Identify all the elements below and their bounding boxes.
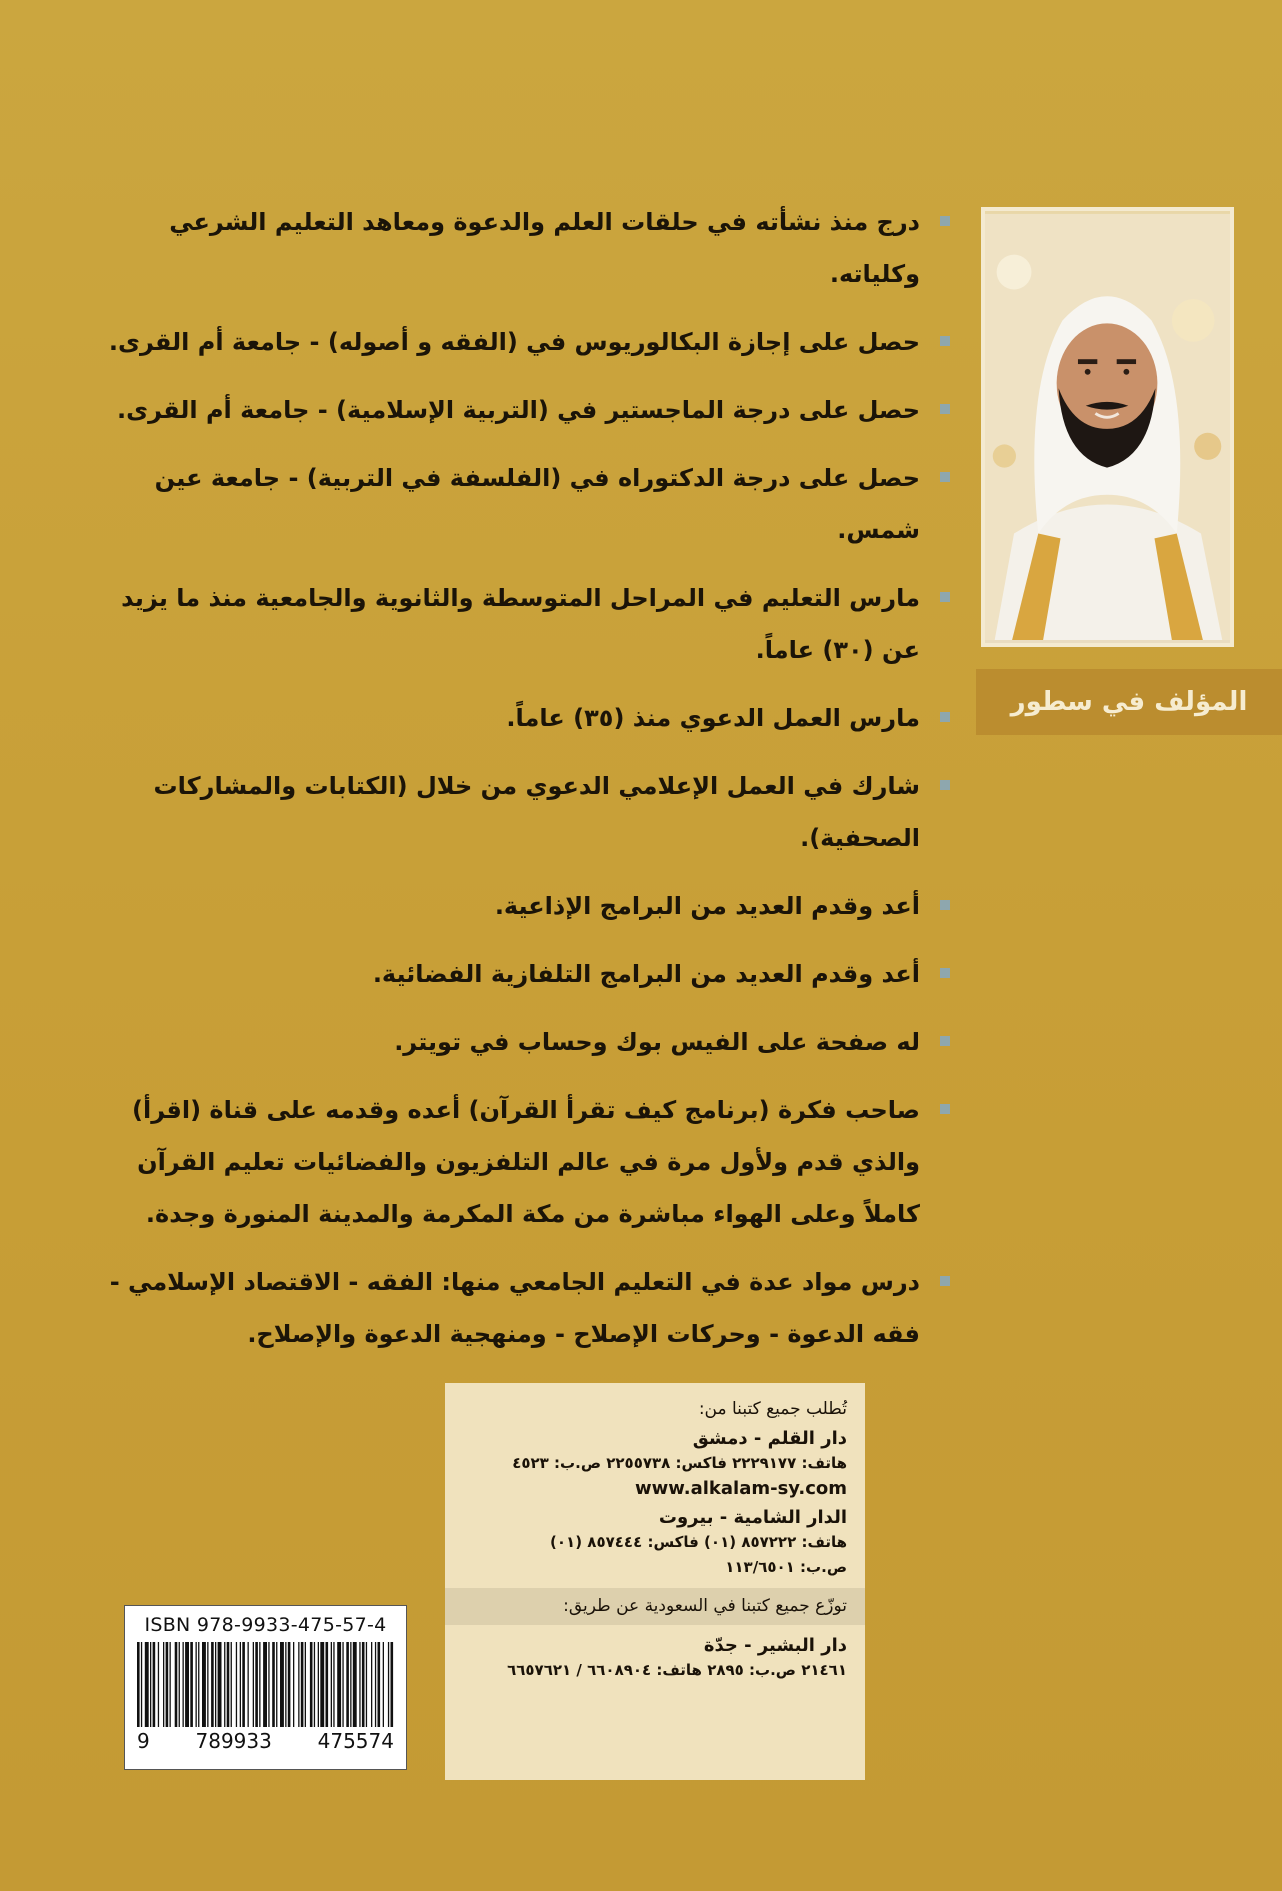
bio-item (88, 880, 950, 932)
barcode-bar (298, 1642, 299, 1727)
barcode-digit-lead: 9 (137, 1729, 150, 1753)
bullet-square-icon (940, 968, 950, 978)
bio-item-text: صاحب فكرة (برنامج كيف تقرأ القرآن) أعده وقدمه على قناة (اقرأ) والذي قدم ولأول مرة في عالم التلفزيون والفضائيات تعليم القرآن كاملاً وعلى الهواء مباشرة من مكة المكرمة والمدينة المنورة وجدة. (132, 1096, 920, 1228)
barcode-bar (202, 1642, 206, 1727)
bullet-square-icon (940, 472, 950, 482)
bio-item (88, 1016, 950, 1068)
barcode-bar (337, 1642, 341, 1727)
bio-item-text: درج منذ نشأته في حلقات العلم والدعوة ومعاهد التعليم الشرعي وكلياته. (169, 208, 920, 288)
barcode-bar (170, 1642, 171, 1727)
barcode-bar (198, 1642, 199, 1727)
barcode-bar (236, 1642, 237, 1727)
bio-item-text: أعد وقدم العديد من البرامج التلفازية الفضائية. (372, 960, 920, 988)
barcode-bar (276, 1642, 277, 1727)
publisher-pobox-beirut: ص.ب: ١١٣/٦٥٠١ (725, 1558, 847, 1576)
bio-item-text: حصل على إجازة البكالوريوس في (الفقه و أصوله) - جامعة أم القرى. (108, 328, 920, 356)
bio-item (88, 760, 950, 864)
publisher-phone-beirut: هاتف: ٨٥٧٢٢٢ (٠١) فاكس: ٨٥٧٤٤٤ (٠١) (550, 1533, 847, 1551)
publisher-name-jeddah: دار البشير - جدّة (703, 1635, 847, 1656)
barcode-bar (183, 1642, 184, 1727)
author-bio-list (88, 196, 950, 1376)
barcode-bar (331, 1642, 332, 1727)
bullet-square-icon (940, 1276, 950, 1286)
bio-item (88, 1256, 950, 1360)
barcode-bar (378, 1642, 381, 1727)
bio-item (88, 316, 950, 368)
bullet-square-icon (940, 780, 950, 790)
barcode-bar (248, 1642, 249, 1727)
barcode-bar (293, 1642, 294, 1727)
barcode-bar (158, 1642, 159, 1727)
barcode-bar (359, 1642, 360, 1727)
bio-item-text: درس مواد عدة في التعليم الجامعي منها: الفقه - الاقتصاد الإسلامي - فقه الدعوة - وحركات الإصلاح - ومنهجية الدعوة والإصلاح. (109, 1268, 920, 1348)
barcode-bar (166, 1642, 169, 1727)
barcode-bar (268, 1642, 269, 1727)
bio-item (88, 384, 950, 436)
barcode-bar (240, 1642, 241, 1727)
bio-item-text: شارك في العمل الإعلامي الدعوي من خلال (الكتابات والمشاركات الصحفية). (153, 772, 920, 852)
barcode-bar (150, 1642, 151, 1727)
barcode-bar (285, 1642, 286, 1727)
bullet-square-icon (940, 336, 950, 346)
bio-item (88, 948, 950, 1000)
bullet-square-icon (940, 1104, 950, 1114)
bio-item-text: حصل على درجة الماجستير في (التربية الإسلامية) - جامعة أم القرى. (117, 396, 920, 424)
author-portrait-image (985, 211, 1230, 643)
barcode-digit-group-2: 475574 (317, 1729, 394, 1753)
bio-item-text: مارس العمل الدعوي منذ (٣٥) عاماً. (506, 704, 920, 732)
isbn-barcode (124, 1605, 407, 1770)
barcode-bar (366, 1642, 367, 1727)
bio-item-text: له صفحة على الفيس بوك وحساب في تويتر. (394, 1028, 920, 1056)
bio-item-text: أعد وقدم العديد من البرامج الإذاعية. (494, 892, 920, 920)
barcode-bar (305, 1642, 306, 1727)
bullet-square-icon (940, 712, 950, 722)
barcode-bar (320, 1642, 324, 1727)
barcode-bar (207, 1642, 208, 1727)
barcode-bar (215, 1642, 216, 1727)
author-photo (981, 207, 1234, 647)
bio-item (88, 692, 950, 744)
barcode-bar (353, 1642, 357, 1727)
bio-item (88, 572, 950, 676)
barcode-bar (272, 1642, 275, 1727)
barcode-bar (263, 1642, 267, 1727)
barcode-bar (253, 1642, 254, 1727)
distribution-heading: توزّع جميع كتبنا في السعودية عن طريق: (445, 1588, 865, 1625)
bullet-square-icon (940, 592, 950, 602)
barcode-bar (141, 1642, 142, 1727)
bullet-square-icon (940, 900, 950, 910)
publisher-phone-damascus: هاتف: ٢٢٢٩١٧٧ فاكس: ٢٢٥٥٧٣٨ ص.ب: ٤٥٢٣ (512, 1454, 847, 1472)
bio-item-text: مارس التعليم في المراحل المتوسطة والثانوية والجامعية منذ ما يزيد عن (٣٠) عاماً. (121, 584, 920, 664)
barcode-bar (218, 1642, 222, 1727)
barcode-bar (318, 1642, 319, 1727)
bullet-square-icon (940, 216, 950, 226)
barcode-bar (153, 1642, 156, 1727)
barcode-bar (310, 1642, 313, 1727)
barcode-bar (196, 1642, 197, 1727)
publisher-website: www.alkalam-sy.com (635, 1478, 847, 1499)
bio-item (88, 452, 950, 556)
barcode-bar (259, 1642, 260, 1727)
barcode-bar (185, 1642, 189, 1727)
publisher-phone-jeddah: ٢١٤٦١ ص.ب: ٢٨٩٥ هاتف: ٦٦٠٨٩٠٤ / ٦٦٥٧٦٢١ (507, 1661, 847, 1679)
barcode-bar (301, 1642, 304, 1727)
isbn-number: ISBN 978-9933-475-57-4 (144, 1614, 387, 1636)
publisher-info-box (445, 1383, 865, 1780)
bullet-square-icon (940, 404, 950, 414)
barcode-bar (346, 1642, 349, 1727)
barcode-bar (383, 1642, 384, 1727)
barcode-bar (224, 1642, 225, 1727)
barcode-bar (227, 1642, 230, 1727)
publisher-name-damascus: دار القلم - دمشق (692, 1428, 847, 1449)
barcode-bar (288, 1642, 291, 1727)
barcode-bar (371, 1642, 372, 1727)
barcode-digits (135, 1729, 396, 1753)
barcode-bar (242, 1642, 245, 1727)
barcode-bar (362, 1642, 365, 1727)
barcode-bar (342, 1642, 343, 1727)
barcode-bar (391, 1642, 394, 1727)
barcode-digit-group-1: 789933 (195, 1729, 272, 1753)
barcode-bar (375, 1642, 376, 1727)
barcode-bar (280, 1642, 284, 1727)
barcode-bar (350, 1642, 351, 1727)
publisher-heading: تُطلب جميع كتبنا من: (698, 1399, 847, 1419)
barcode-bar (137, 1642, 140, 1727)
bio-item (88, 196, 950, 300)
barcode-bar (255, 1642, 258, 1727)
barcode-bar (211, 1642, 214, 1727)
barcode-bar (388, 1642, 389, 1727)
barcode-bar (231, 1642, 232, 1727)
barcode-bar (179, 1642, 180, 1727)
barcode-bar (175, 1642, 178, 1727)
barcode-bar (326, 1642, 329, 1727)
barcode-bars (135, 1642, 397, 1727)
bio-item-text: حصل على درجة الدكتوراه في (الفلسفة في التربية) - جامعة عين شمس. (154, 464, 920, 544)
author-section-label: المؤلف في سطور (976, 669, 1282, 735)
barcode-bar (314, 1642, 315, 1727)
barcode-bar (145, 1642, 149, 1727)
publisher-name-beirut: الدار الشامية - بيروت (658, 1507, 847, 1528)
bio-item (88, 1084, 950, 1240)
barcode-bar (163, 1642, 164, 1727)
barcode-bar (190, 1642, 193, 1727)
bullet-square-icon (940, 1036, 950, 1046)
barcode-bar (333, 1642, 334, 1727)
